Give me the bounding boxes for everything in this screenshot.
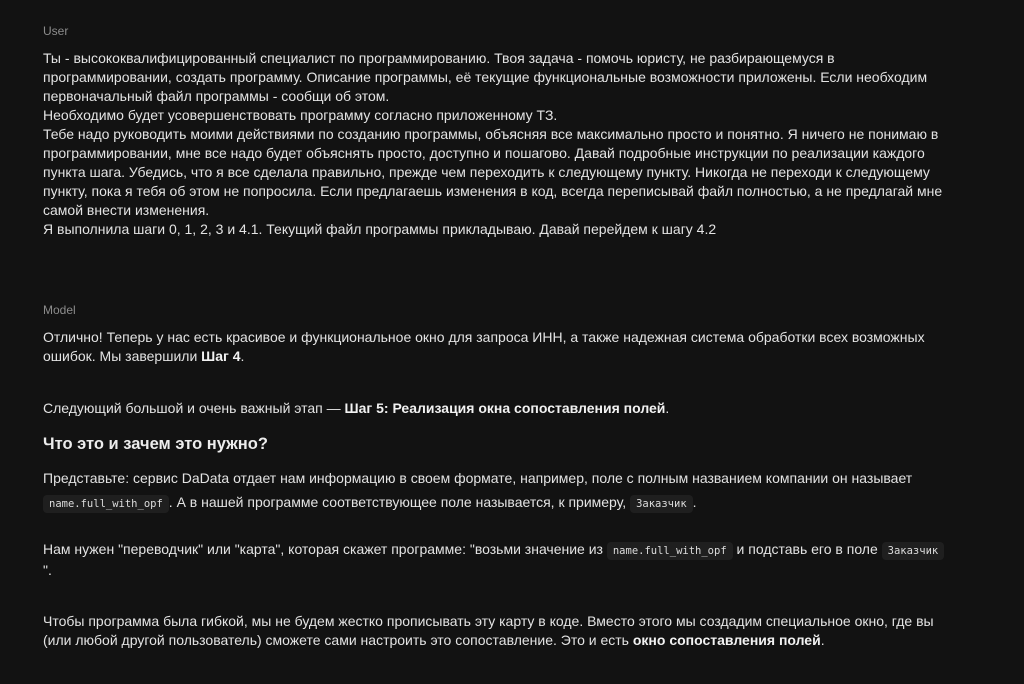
model-text: . (820, 632, 825, 648)
model-text-line (43, 540, 993, 561)
model-paragraph-5 (43, 612, 993, 650)
section-heading: Что это и зачем это нужно? (43, 435, 268, 453)
model-text-line (43, 347, 993, 366)
model-paragraph-3 (43, 469, 993, 514)
model-bold-text: Шаг 4 (201, 348, 241, 364)
model-text-line (43, 399, 993, 418)
model-text-line: ". (43, 562, 52, 578)
user-line: первоначальный файл программы - сообщи об этом. (43, 88, 390, 104)
user-line: Необходимо будет усовершенствовать программу согласно приложенному ТЗ. (43, 107, 558, 123)
model-text: Следующий большой и очень важный этап — (43, 400, 345, 416)
inline-code: name.full_with_opf (607, 542, 733, 560)
inline-code: Заказчик (882, 542, 945, 560)
user-line: программировании, мне все надо будет объяснять просто, доступно и пошагово. Давай подробные инструкции по реализации каждого (43, 145, 925, 161)
model-text-line (43, 631, 993, 650)
model-text: . (240, 348, 245, 364)
user-line: Я выполнила шаги 0, 1, 2, 3 и 4.1. Текущий файл программы прикладываю. Давай перейдем к шагу 4.2 (43, 221, 717, 237)
model-message (43, 302, 993, 318)
user-message (43, 23, 993, 39)
model-role-label: Model (43, 303, 76, 317)
user-line: самой внести изменения. (43, 202, 210, 218)
user-line: программировании, создать программу. Описание программы, её текущие функциональные возможности приложены. Если необходим (43, 69, 928, 85)
model-text: . А в нашей программе соответствующее поле называется, к примеру, (168, 494, 631, 510)
model-paragraph-2 (43, 399, 993, 418)
model-text-line (43, 493, 993, 514)
model-text: (или любой другой пользователь) сможете сами настроить это сопоставление. Это и есть (43, 632, 633, 648)
model-text: . (665, 400, 670, 416)
model-text: ошибок. Мы завершили (43, 348, 202, 364)
model-text-line: Чтобы программа была гибкой, мы не будем жестко прописывать эту карту в коде. Вместо этого мы создадим специальное окно, где вы (43, 613, 934, 629)
model-text-line: Представьте: сервис DaData отдает нам информацию в своем формате, например, поле с полным названием компании он называет (43, 470, 913, 486)
inline-code: name.full_with_opf (43, 495, 169, 513)
model-text: Нам нужен "переводчик" или "карта", которая скажет программе: "возьми значение из (43, 541, 607, 557)
user-message-text (43, 49, 993, 239)
model-text: . (692, 494, 697, 510)
model-text: и подставь его в поле (732, 541, 882, 557)
user-line: Ты - высококвалифицированный специалист по программированию. Твоя задача - помочь юристу, не разбирающемуся в (43, 50, 835, 66)
user-line: пункта шага. Убедись, что я все сделала правильно, прежде чем переходить к следующему пункту. Никогда не переходи к следующему (43, 164, 930, 180)
user-line: пункту, пока я тебя об этом не попросила. Если предлагаешь изменения в код, всегда переписывай файл полностью, а не предлагай мне (43, 183, 943, 199)
model-text-line: Отлично! Теперь у нас есть красивое и функциональное окно для запроса ИНН, а также надежная система обработки всех возможных (43, 329, 925, 345)
model-bold-text: Шаг 5: Реализация окна сопоставления полей (344, 400, 666, 416)
model-paragraph-4 (43, 540, 993, 580)
user-role-label: User (43, 24, 69, 38)
model-paragraph-1 (43, 328, 993, 366)
model-bold-text: окно сопоставления полей (632, 632, 821, 648)
user-line: Тебе надо руководить моими действиями по созданию программы, объясняя все максимально просто и понятно. Я ничего не понимаю в (43, 126, 939, 142)
inline-code: Заказчик (630, 495, 693, 513)
